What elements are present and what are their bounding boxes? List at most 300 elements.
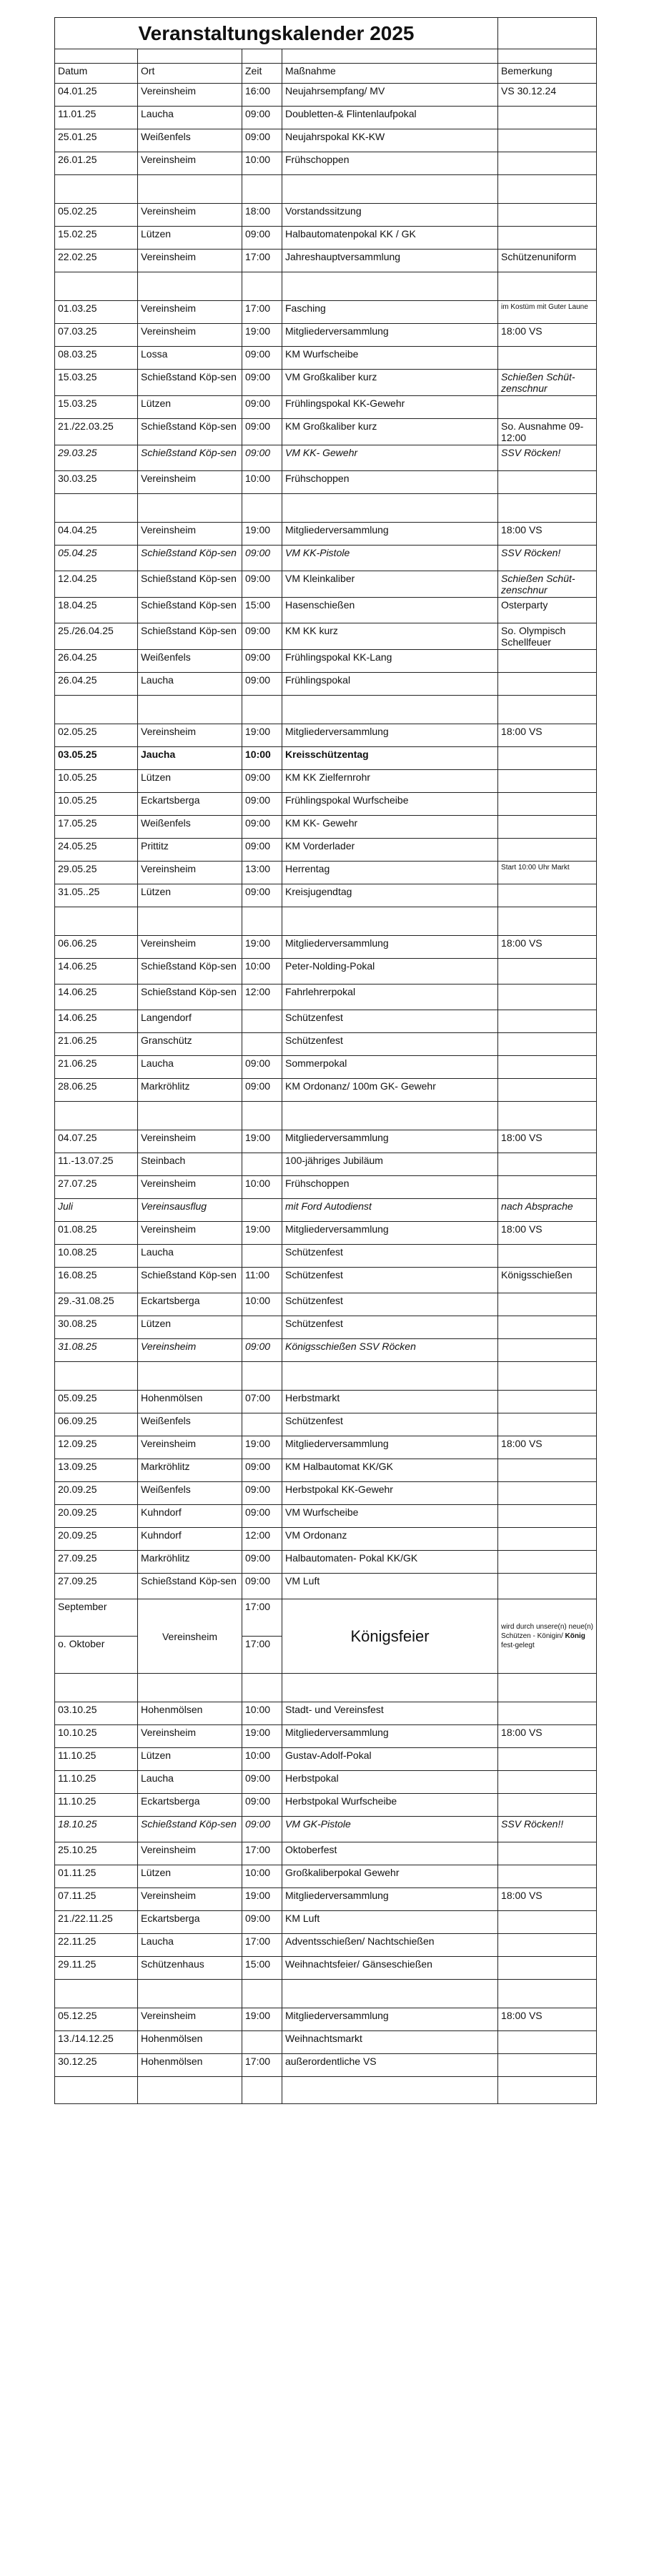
table-cell: 22.11.25 (55, 1934, 138, 1957)
table-cell (138, 2077, 242, 2104)
table-cell: Schützenfest (282, 1010, 498, 1033)
table-cell: Jaucha (138, 747, 242, 770)
table-row (55, 1528, 597, 1551)
spacer-row (55, 907, 597, 936)
table-cell (498, 1505, 597, 1528)
table-cell: 11.-13.07.25 (55, 1153, 138, 1176)
table-cell: 09:00 (242, 445, 282, 471)
table-cell: 09:00 (242, 623, 282, 650)
table-cell: 09:00 (242, 1574, 282, 1599)
table-row (55, 324, 597, 347)
table-cell (498, 1339, 597, 1362)
table-cell: Laucha (138, 673, 242, 696)
table-cell: Vereinsheim (138, 1222, 242, 1245)
table-cell: 09:00 (242, 396, 282, 419)
table-row (55, 816, 597, 839)
table-cell (138, 1674, 242, 1702)
table-row (55, 1245, 597, 1268)
table-cell: 10:00 (242, 152, 282, 175)
table-cell: Schützenuniform (498, 250, 597, 272)
table-cell (498, 1079, 597, 1102)
table-cell: Hohenmölsen (138, 1702, 242, 1725)
table-cell: Weißenfels (138, 1482, 242, 1505)
table-row (55, 107, 597, 129)
page-title: Veranstaltungskalender 2025 (55, 18, 498, 49)
table-cell: Vorstandssitzung (282, 204, 498, 227)
table-cell: Schießstand Köp-sen (138, 623, 242, 650)
table-cell: Vereinsheim (138, 523, 242, 546)
table-row (55, 1293, 597, 1316)
table-cell: Schießstand Köp-sen (138, 1268, 242, 1293)
table-cell: KM KK kurz (282, 623, 498, 650)
table-cell: 21./22.03.25 (55, 419, 138, 445)
table-row (55, 347, 597, 370)
table-cell (498, 1842, 597, 1865)
table-cell: VS 30.12.24 (498, 84, 597, 107)
table-cell (498, 494, 597, 523)
spacer-row (55, 696, 597, 724)
table-cell: 18:00 VS (498, 1130, 597, 1153)
table-cell: 09:00 (242, 816, 282, 839)
table-cell: 09:00 (242, 650, 282, 673)
table-row (55, 1436, 597, 1459)
table-cell (138, 1980, 242, 2008)
table-cell: Vereinsheim (138, 1842, 242, 1865)
table-cell: 18:00 VS (498, 724, 597, 747)
table-cell: 27.09.25 (55, 1574, 138, 1599)
table-cell: 14.06.25 (55, 959, 138, 984)
table-cell (498, 1771, 597, 1794)
table-row (55, 1888, 597, 1911)
table-row (55, 1551, 597, 1574)
table-row (55, 227, 597, 250)
table-cell: 12:00 (242, 1528, 282, 1551)
table-cell: Laucha (138, 1245, 242, 1268)
table-cell: 01.08.25 (55, 1222, 138, 1245)
table-cell: o. Oktober (55, 1637, 138, 1674)
table-cell: 15:00 (242, 598, 282, 623)
table-cell: Mitgliederversammlung (282, 2008, 498, 2031)
table-row (55, 1268, 597, 1293)
table-cell: 19:00 (242, 1436, 282, 1459)
table-cell: 15.03.25 (55, 396, 138, 419)
table-cell (498, 959, 597, 984)
table-cell: 22.02.25 (55, 250, 138, 272)
table-cell: Vereinsheim (138, 2008, 242, 2031)
table-cell: Vereinsheim (138, 1725, 242, 1748)
table-cell: 10:00 (242, 1176, 282, 1199)
table-cell: Oktoberfest (282, 1842, 498, 1865)
table-cell: Frühlingspokal Wurfscheibe (282, 793, 498, 816)
table-row (55, 1865, 597, 1888)
table-cell: 09:00 (242, 1911, 282, 1934)
table-cell: Mitgliederversammlung (282, 1888, 498, 1911)
table-cell: KM Ordonanz/ 100m GK- Gewehr (282, 1079, 498, 1102)
table-cell (498, 1674, 597, 1702)
table-cell (498, 1245, 597, 1268)
table-cell: 30.03.25 (55, 471, 138, 494)
table-cell: Frühlingspokal KK-Lang (282, 650, 498, 673)
table-cell: 18:00 VS (498, 523, 597, 546)
table-cell (498, 2077, 597, 2104)
table-cell (138, 494, 242, 523)
table-row (55, 1153, 597, 1176)
table-row (55, 1391, 597, 1413)
table-cell (242, 272, 282, 301)
table-cell: 10.08.25 (55, 1245, 138, 1268)
table-cell: Gustav-Adolf-Pokal (282, 1748, 498, 1771)
table-cell: 10:00 (242, 1293, 282, 1316)
table-cell: 19:00 (242, 936, 282, 959)
table-cell: 09:00 (242, 546, 282, 571)
table-cell: 09:00 (242, 770, 282, 793)
table-cell (498, 1957, 597, 1980)
table-cell (498, 1413, 597, 1436)
table-cell: Laucha (138, 1934, 242, 1957)
table-row (55, 571, 597, 598)
table-cell: 09:00 (242, 673, 282, 696)
table-cell: Schießstand Köp-sen (138, 1574, 242, 1599)
table-cell: 04.01.25 (55, 84, 138, 107)
table-cell: SSV Röcken!! (498, 1817, 597, 1842)
table-cell: Vereinsheim (138, 1888, 242, 1911)
table-cell (282, 1362, 498, 1391)
note-text-bold: König (565, 1632, 585, 1640)
table-cell: Halbautomaten- Pokal KK/GK (282, 1551, 498, 1574)
table-cell (498, 396, 597, 419)
table-cell: 18.10.25 (55, 1817, 138, 1842)
table-cell: 05.12.25 (55, 2008, 138, 2031)
table-cell: 09:00 (242, 1771, 282, 1794)
table-cell: KM Großkaliber kurz (282, 419, 498, 445)
table-cell: Mitgliederversammlung (282, 724, 498, 747)
table-cell: 19:00 (242, 1130, 282, 1153)
table-cell: 11.10.25 (55, 1748, 138, 1771)
table-cell: 30.12.25 (55, 2054, 138, 2077)
table-cell (138, 696, 242, 724)
table-cell (55, 1362, 138, 1391)
table-cell: Weißenfels (138, 1413, 242, 1436)
table-cell: VM Großkaliber kurz (282, 370, 498, 396)
table-cell (242, 494, 282, 523)
table-cell: 21.06.25 (55, 1033, 138, 1056)
table-row (55, 523, 597, 546)
table-cell: Schießstand Köp-sen (138, 370, 242, 396)
table-cell: Vereinsheim (138, 1176, 242, 1199)
table-cell: Fasching (282, 301, 498, 324)
table-cell: 09:00 (242, 1339, 282, 1362)
table-cell: Schießstand Köp-sen (138, 984, 242, 1010)
table-cell: 04.07.25 (55, 1130, 138, 1153)
table-row (55, 2008, 597, 2031)
table-row (55, 1176, 597, 1199)
table-row (55, 623, 597, 650)
table-cell (282, 175, 498, 204)
table-cell: Fahrlehrerpokal (282, 984, 498, 1010)
table-cell: 18:00 VS (498, 2008, 597, 2031)
table-cell (282, 1674, 498, 1702)
table-cell: 29.-31.08.25 (55, 1293, 138, 1316)
table-cell: Frühlingspokal (282, 673, 498, 696)
header-massnahme: Maßnahme (282, 64, 498, 84)
table-cell: 30.08.25 (55, 1316, 138, 1339)
table-cell: 13:00 (242, 862, 282, 884)
table-cell: 24.05.25 (55, 839, 138, 862)
table-row (55, 152, 597, 175)
table-cell: Kreisjugendtag (282, 884, 498, 907)
table-cell: Vereinsheim (138, 1436, 242, 1459)
table-cell: 11.10.25 (55, 1794, 138, 1817)
table-cell (498, 907, 597, 936)
table-cell: 01.11.25 (55, 1865, 138, 1888)
table-cell (498, 1934, 597, 1957)
table-cell: KM KK- Gewehr (282, 816, 498, 839)
table-cell: 09:00 (242, 839, 282, 862)
table-cell: Mitgliederversammlung (282, 1436, 498, 1459)
table-row (55, 129, 597, 152)
table-cell: 19:00 (242, 1888, 282, 1911)
table-cell: Markröhlitz (138, 1459, 242, 1482)
table-cell: Kuhndorf (138, 1505, 242, 1528)
spacer-row (55, 1102, 597, 1130)
table-cell: 100-jähriges Jubiläum (282, 1153, 498, 1176)
table-cell (498, 347, 597, 370)
table-cell: 21.06.25 (55, 1056, 138, 1079)
table-cell: 12.09.25 (55, 1436, 138, 1459)
table-cell: 06.06.25 (55, 936, 138, 959)
table-cell (498, 696, 597, 724)
empty-cell (498, 18, 597, 49)
table-cell: KM Vorderlader (282, 839, 498, 862)
table-cell: Lützen (138, 1865, 242, 1888)
table-cell: 09:00 (242, 1056, 282, 1079)
table-cell (282, 1980, 498, 2008)
table-row (55, 204, 597, 227)
table-cell: Halbautomatenpokal KK / GK (282, 227, 498, 250)
table-cell: 29.05.25 (55, 862, 138, 884)
table-cell (498, 204, 597, 227)
table-cell: Schießstand Köp-sen (138, 571, 242, 598)
table-cell: Hohenmölsen (138, 1391, 242, 1413)
table-cell: Vereinsausflug (138, 1199, 242, 1222)
table-cell: 16.08.25 (55, 1268, 138, 1293)
table-cell: 10:00 (242, 1748, 282, 1771)
table-cell (282, 1102, 498, 1130)
table-cell: Eckartsberga (138, 1293, 242, 1316)
table-cell (55, 2077, 138, 2104)
table-cell: 17:00 (242, 250, 282, 272)
table-cell: 18:00 VS (498, 1222, 597, 1245)
table-cell: 17:00 (242, 1842, 282, 1865)
table-cell: 06.09.25 (55, 1413, 138, 1436)
table-cell (498, 1102, 597, 1130)
table-cell: KM KK Zielfernrohr (282, 770, 498, 793)
table-cell: Schützenhaus (138, 1957, 242, 1980)
table-cell: Lützen (138, 227, 242, 250)
table-cell (242, 1413, 282, 1436)
table-row (55, 1339, 597, 1362)
table-cell (242, 1033, 282, 1056)
table-cell (498, 839, 597, 862)
table-cell: 13.09.25 (55, 1459, 138, 1482)
table-cell: 21./22.11.25 (55, 1911, 138, 1934)
table-row (55, 1222, 597, 1245)
table-row (55, 862, 597, 884)
table-cell: Hasenschießen (282, 598, 498, 623)
table-cell (498, 175, 597, 204)
table-cell: 09:00 (242, 571, 282, 598)
table-row (55, 1702, 597, 1725)
table-cell (282, 907, 498, 936)
table-cell (55, 1102, 138, 1130)
table-cell (242, 1010, 282, 1033)
table-cell: Doubletten-& Flintenlaufpokal (282, 107, 498, 129)
table-cell: 07.11.25 (55, 1888, 138, 1911)
title-row (55, 18, 597, 49)
table-cell: nach Absprache (498, 1199, 597, 1222)
table-cell: Großkaliberpokal Gewehr (282, 1865, 498, 1888)
table-cell (138, 272, 242, 301)
table-cell: Jahreshauptversammlung (282, 250, 498, 272)
table-cell: Schützenfest (282, 1316, 498, 1339)
table-cell: 09:00 (242, 793, 282, 816)
table-cell: Eckartsberga (138, 793, 242, 816)
table-cell: Kreisschützentag (282, 747, 498, 770)
table-cell: KM Wurfscheibe (282, 347, 498, 370)
table-cell: 13./14.12.25 (55, 2031, 138, 2054)
table-cell: Vereinsheim (138, 724, 242, 747)
calendar-table (54, 17, 597, 2104)
table-cell: 10:00 (242, 471, 282, 494)
table-cell: 08.03.25 (55, 347, 138, 370)
table-cell: 09:00 (242, 370, 282, 396)
table-row (55, 1033, 597, 1056)
table-cell (498, 770, 597, 793)
table-cell: 18:00 VS (498, 324, 597, 347)
table-cell: Schießstand Köp-sen (138, 598, 242, 623)
table-cell: 03.05.25 (55, 747, 138, 770)
table-cell: 05.04.25 (55, 546, 138, 571)
table-cell: 03.10.25 (55, 1702, 138, 1725)
table-cell: Granschütz (138, 1033, 242, 1056)
table-cell: 12.04.25 (55, 571, 138, 598)
table-cell (55, 696, 138, 724)
table-cell (498, 1911, 597, 1934)
table-row (55, 1911, 597, 1934)
table-cell: 11.01.25 (55, 107, 138, 129)
table-cell: 09:00 (242, 1794, 282, 1817)
table-cell (498, 2031, 597, 2054)
table-cell: 18:00 (242, 204, 282, 227)
table-cell: 09:00 (242, 1817, 282, 1842)
table-cell: So. Olympisch Schellfeuer (498, 623, 597, 650)
table-row (55, 984, 597, 1010)
table-cell: Hohenmölsen (138, 2054, 242, 2077)
table-cell (498, 1176, 597, 1199)
table-cell: Königsschießen SSV Röcken (282, 1339, 498, 1362)
table-row (55, 959, 597, 984)
table-cell (498, 1459, 597, 1482)
table-cell: Sommerpokal (282, 1056, 498, 1079)
table-cell (138, 907, 242, 936)
table-cell (498, 984, 597, 1010)
table-row (55, 1934, 597, 1957)
koenig-bemerkung (498, 1599, 597, 1674)
table-cell: 07:00 (242, 1391, 282, 1413)
table-cell: Frühlingspokal KK-Gewehr (282, 396, 498, 419)
table-cell (242, 1980, 282, 2008)
table-cell: Schießen Schüt-zenschnur (498, 571, 597, 598)
table-cell (498, 1391, 597, 1413)
table-cell: 09:00 (242, 1482, 282, 1505)
table-cell: 07.03.25 (55, 324, 138, 347)
table-cell (242, 1102, 282, 1130)
table-cell: 27.09.25 (55, 1551, 138, 1574)
table-cell: 26.04.25 (55, 673, 138, 696)
header-ort: Ort (138, 64, 242, 84)
table-cell: Herbstpokal Wurfscheibe (282, 1794, 498, 1817)
table-row (55, 471, 597, 494)
table-row (55, 546, 597, 571)
table-cell (498, 1528, 597, 1551)
table-row (55, 598, 597, 623)
table-cell: Schützenfest (282, 1033, 498, 1056)
table-cell: Herrentag (282, 862, 498, 884)
table-cell: Kuhndorf (138, 1528, 242, 1551)
table-cell: Vereinsheim (138, 204, 242, 227)
table-cell: 19:00 (242, 523, 282, 546)
table-cell: Vereinsheim (138, 862, 242, 884)
table-row (55, 445, 597, 471)
table-cell: Mitgliederversammlung (282, 1130, 498, 1153)
table-cell: VM Kleinkaliber (282, 571, 498, 598)
table-cell (242, 696, 282, 724)
table-row (55, 1957, 597, 1980)
table-cell: Langendorf (138, 1010, 242, 1033)
table-cell (55, 907, 138, 936)
table-cell (138, 175, 242, 204)
table-cell: 31.08.25 (55, 1339, 138, 1362)
table-cell: Vereinsheim (138, 152, 242, 175)
table-row (55, 1748, 597, 1771)
table-cell: 11.10.25 (55, 1771, 138, 1794)
table-cell: Vereinsheim (138, 84, 242, 107)
table-cell (498, 1702, 597, 1725)
koenig-row-1 (55, 1599, 597, 1637)
table-cell: 09:00 (242, 1551, 282, 1574)
table-cell: 14.06.25 (55, 984, 138, 1010)
table-cell: 18:00 VS (498, 1436, 597, 1459)
table-cell: 10:00 (242, 1865, 282, 1888)
header-zeit: Zeit (242, 64, 282, 84)
table-cell: Laucha (138, 1056, 242, 1079)
table-cell (498, 1153, 597, 1176)
table-cell: Vereinsheim (138, 301, 242, 324)
table-cell (498, 793, 597, 816)
table-cell: 10:00 (242, 747, 282, 770)
table-cell: Laucha (138, 107, 242, 129)
table-cell: Steinbach (138, 1153, 242, 1176)
table-cell: Adventsschießen/ Nachtschießen (282, 1934, 498, 1957)
table-cell: 19:00 (242, 2008, 282, 2031)
table-row (55, 396, 597, 419)
table-cell (242, 1362, 282, 1391)
table-cell (282, 696, 498, 724)
table-cell: 17:00 (242, 1637, 282, 1674)
table-cell: Vereinsheim (138, 1599, 242, 1674)
table-cell (498, 1056, 597, 1079)
table-cell: 09:00 (242, 884, 282, 907)
